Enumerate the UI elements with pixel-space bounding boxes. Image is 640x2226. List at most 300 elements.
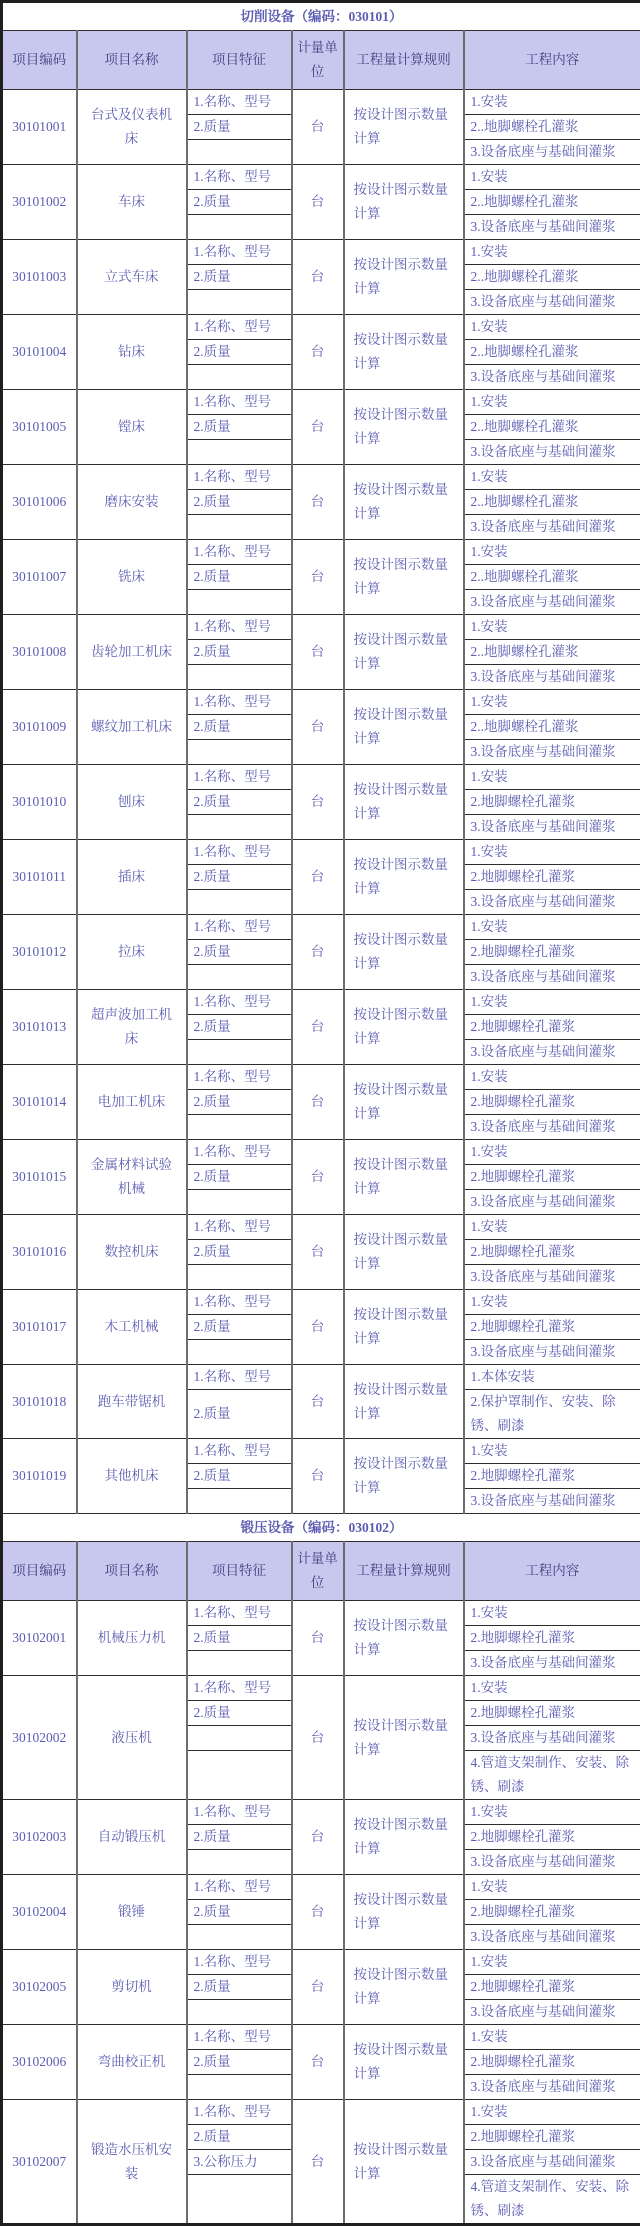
item-row — [2, 1676, 640, 1701]
unit-cell: 台 — [292, 1676, 344, 1800]
content-cell: 3.设备底座与基础间灌浆 — [464, 1340, 640, 1365]
content-cell: 2..地脚螺栓孔灌浆 — [464, 190, 640, 215]
feature-cell — [187, 590, 292, 615]
content-cell: 1.安装 — [464, 315, 640, 340]
rule-cell: 按设计图示数量计算 — [344, 165, 464, 240]
item-name: 插床 — [77, 840, 187, 915]
feature-cell: 1.名称、型号 — [187, 540, 292, 565]
content-cell: 1.安装 — [464, 1676, 640, 1701]
item-name: 机械压力机 — [77, 1601, 187, 1676]
rule-cell: 按设计图示数量计算 — [344, 615, 464, 690]
content-cell: 1.安装 — [464, 1215, 640, 1240]
content-cell: 1.安装 — [464, 915, 640, 940]
unit-cell: 台 — [292, 390, 344, 465]
feature-cell — [187, 2075, 292, 2100]
content-cell: 3.设备底座与基础间灌浆 — [464, 2075, 640, 2100]
item-name: 液压机 — [77, 1676, 187, 1800]
feature-cell — [187, 2000, 292, 2025]
content-cell: 3.设备底座与基础间灌浆 — [464, 1850, 640, 1875]
content-cell: 1.安装 — [464, 390, 640, 415]
content-cell: 1.安装 — [464, 990, 640, 1015]
item-row — [2, 1800, 640, 1825]
feature-cell: 2.质量 — [187, 1464, 292, 1489]
content-cell: 3.设备底座与基础间灌浆 — [464, 215, 640, 240]
item-row — [2, 90, 640, 115]
rule-cell: 按设计图示数量计算 — [344, 990, 464, 1065]
content-cell: 2.地脚螺栓孔灌浆 — [464, 1015, 640, 1040]
content-cell: 3.设备底座与基础间灌浆 — [464, 1925, 640, 1950]
unit-cell: 台 — [292, 165, 344, 240]
item-row — [2, 1875, 640, 1900]
content-cell: 2.地脚螺栓孔灌浆 — [464, 1701, 640, 1726]
rule-cell: 按设计图示数量计算 — [344, 2025, 464, 2100]
rule-cell: 按设计图示数量计算 — [344, 915, 464, 990]
feature-cell — [187, 290, 292, 315]
feature-cell — [187, 1726, 292, 1751]
feature-cell — [187, 665, 292, 690]
content-cell: 2.地脚螺栓孔灌浆 — [464, 940, 640, 965]
content-cell: 2.地脚螺栓孔灌浆 — [464, 1240, 640, 1265]
unit-cell: 台 — [292, 1439, 344, 1514]
rule-cell: 按设计图示数量计算 — [344, 465, 464, 540]
feature-cell: 2.质量 — [187, 1090, 292, 1115]
feature-cell: 2.质量 — [187, 715, 292, 740]
feature-cell: 2.质量 — [187, 190, 292, 215]
item-code: 30101014 — [2, 1065, 77, 1140]
feature-cell: 1.名称、型号 — [187, 90, 292, 115]
feature-cell — [187, 890, 292, 915]
feature-cell — [187, 365, 292, 390]
content-cell: 1.安装 — [464, 615, 640, 640]
item-row — [2, 1065, 640, 1090]
feature-cell — [187, 440, 292, 465]
rule-cell: 按设计图示数量计算 — [344, 1800, 464, 1875]
rule-cell: 按设计图示数量计算 — [344, 1676, 464, 1800]
content-cell: 3.设备底座与基础间灌浆 — [464, 290, 640, 315]
item-code: 30101019 — [2, 1439, 77, 1514]
feature-cell — [187, 1850, 292, 1875]
content-cell: 3.设备底座与基础间灌浆 — [464, 440, 640, 465]
item-row — [2, 1950, 640, 1975]
feature-cell — [187, 2175, 292, 2225]
column-header-0: 项目编码 — [2, 1542, 77, 1601]
item-code: 30101011 — [2, 840, 77, 915]
feature-cell: 1.名称、型号 — [187, 1439, 292, 1464]
feature-cell: 1.名称、型号 — [187, 1140, 292, 1165]
feature-cell: 1.名称、型号 — [187, 840, 292, 865]
feature-cell: 1.名称、型号 — [187, 1065, 292, 1090]
item-name: 钻床 — [77, 315, 187, 390]
content-cell: 2.地脚螺栓孔灌浆 — [464, 1090, 640, 1115]
feature-cell: 2.质量 — [187, 1626, 292, 1651]
column-header-4: 工程量计算规则 — [344, 31, 464, 90]
item-name: 弯曲校正机 — [77, 2025, 187, 2100]
item-name: 螺纹加工机床 — [77, 690, 187, 765]
item-row — [2, 315, 640, 340]
item-code: 30101004 — [2, 315, 77, 390]
unit-cell: 台 — [292, 1875, 344, 1950]
column-header-row-0 — [2, 31, 640, 90]
item-name: 超声波加工机床 — [77, 990, 187, 1065]
feature-cell: 1.名称、型号 — [187, 315, 292, 340]
content-cell: 2.地脚螺栓孔灌浆 — [464, 1165, 640, 1190]
feature-cell — [187, 1925, 292, 1950]
feature-cell — [187, 740, 292, 765]
item-row — [2, 390, 640, 415]
feature-cell — [187, 1190, 292, 1215]
feature-cell — [187, 515, 292, 540]
feature-cell: 1.名称、型号 — [187, 690, 292, 715]
feature-cell: 2.质量 — [187, 2125, 292, 2150]
column-header-2: 项目特征 — [187, 1542, 292, 1601]
feature-cell: 2.质量 — [187, 1240, 292, 1265]
feature-cell: 1.名称、型号 — [187, 765, 292, 790]
content-cell: 2.地脚螺栓孔灌浆 — [464, 790, 640, 815]
rule-cell: 按设计图示数量计算 — [344, 1065, 464, 1140]
feature-cell: 1.名称、型号 — [187, 1875, 292, 1900]
content-cell: 1.安装 — [464, 2100, 640, 2125]
content-cell: 1.安装 — [464, 1875, 640, 1900]
item-name: 剪切机 — [77, 1950, 187, 2025]
content-cell: 2.地脚螺栓孔灌浆 — [464, 1464, 640, 1489]
item-row — [2, 465, 640, 490]
column-header-1: 项目名称 — [77, 1542, 187, 1601]
rule-cell: 按设计图示数量计算 — [344, 1875, 464, 1950]
feature-cell: 3.公称压力 — [187, 2150, 292, 2175]
item-name: 镗床 — [77, 390, 187, 465]
feature-cell — [187, 215, 292, 240]
rule-cell: 按设计图示数量计算 — [344, 1950, 464, 2025]
content-cell: 1.安装 — [464, 90, 640, 115]
item-row — [2, 990, 640, 1015]
item-name: 车床 — [77, 165, 187, 240]
item-code: 30101008 — [2, 615, 77, 690]
unit-cell: 台 — [292, 915, 344, 990]
item-code: 30101005 — [2, 390, 77, 465]
item-code: 30101002 — [2, 165, 77, 240]
item-row — [2, 240, 640, 265]
content-cell: 3.设备底座与基础间灌浆 — [464, 515, 640, 540]
feature-cell: 2.质量 — [187, 1825, 292, 1850]
item-row — [2, 165, 640, 190]
rule-cell: 按设计图示数量计算 — [344, 1365, 464, 1439]
rule-cell: 按设计图示数量计算 — [344, 2100, 464, 2225]
feature-cell — [187, 815, 292, 840]
feature-cell: 2.质量 — [187, 1975, 292, 2000]
feature-cell: 2.质量 — [187, 115, 292, 140]
item-code: 30101016 — [2, 1215, 77, 1290]
content-cell: 3.设备底座与基础间灌浆 — [464, 665, 640, 690]
item-code: 30101001 — [2, 90, 77, 165]
item-code: 30101013 — [2, 990, 77, 1065]
content-cell: 2..地脚螺栓孔灌浆 — [464, 640, 640, 665]
content-cell: 1.安装 — [464, 690, 640, 715]
rule-cell: 按设计图示数量计算 — [344, 840, 464, 915]
content-cell: 1.安装 — [464, 1065, 640, 1090]
feature-cell: 2.质量 — [187, 640, 292, 665]
item-code: 30102002 — [2, 1676, 77, 1800]
feature-cell: 2.质量 — [187, 1390, 292, 1439]
content-cell: 2..地脚螺栓孔灌浆 — [464, 565, 640, 590]
content-cell: 2.地脚螺栓孔灌浆 — [464, 1825, 640, 1850]
feature-cell: 1.名称、型号 — [187, 2025, 292, 2050]
feature-cell: 1.名称、型号 — [187, 1365, 292, 1390]
content-cell: 1.安装 — [464, 240, 640, 265]
content-cell: 2..地脚螺栓孔灌浆 — [464, 490, 640, 515]
feature-cell: 1.名称、型号 — [187, 990, 292, 1015]
unit-cell: 台 — [292, 1365, 344, 1439]
unit-cell: 台 — [292, 690, 344, 765]
content-cell: 3.设备底座与基础间灌浆 — [464, 1489, 640, 1514]
rule-cell: 按设计图示数量计算 — [344, 90, 464, 165]
feature-cell — [187, 1115, 292, 1140]
feature-cell: 1.名称、型号 — [187, 240, 292, 265]
column-header-1: 项目名称 — [77, 31, 187, 90]
item-row — [2, 1290, 640, 1315]
item-row — [2, 540, 640, 565]
content-cell: 2.保护罩制作、安装、除锈、刷漆 — [464, 1390, 640, 1439]
item-name: 磨床安装 — [77, 465, 187, 540]
item-row — [2, 1140, 640, 1165]
item-code: 30101007 — [2, 540, 77, 615]
content-cell: 2..地脚螺栓孔灌浆 — [464, 340, 640, 365]
feature-cell: 2.质量 — [187, 265, 292, 290]
content-cell: 3.设备底座与基础间灌浆 — [464, 965, 640, 990]
item-row — [2, 915, 640, 940]
item-code: 30101006 — [2, 465, 77, 540]
item-code: 30102001 — [2, 1601, 77, 1676]
feature-cell: 1.名称、型号 — [187, 2100, 292, 2125]
content-cell: 4.管道支架制作、安装、除锈、刷漆 — [464, 1751, 640, 1800]
content-cell: 2.地脚螺栓孔灌浆 — [464, 1975, 640, 2000]
item-name: 铣床 — [77, 540, 187, 615]
content-cell: 2..地脚螺栓孔灌浆 — [464, 715, 640, 740]
unit-cell: 台 — [292, 1800, 344, 1875]
item-code: 30102003 — [2, 1800, 77, 1875]
content-cell: 1.安装 — [464, 1439, 640, 1464]
content-cell: 1.安装 — [464, 165, 640, 190]
feature-cell: 2.质量 — [187, 490, 292, 515]
section-title-row-0 — [2, 2, 640, 31]
item-name: 电加工机床 — [77, 1065, 187, 1140]
content-cell: 3.设备底座与基础间灌浆 — [464, 1265, 640, 1290]
content-cell: 3.设备底座与基础间灌浆 — [464, 890, 640, 915]
item-row — [2, 1365, 640, 1390]
feature-cell — [187, 140, 292, 165]
rule-cell: 按设计图示数量计算 — [344, 1140, 464, 1215]
feature-cell: 2.质量 — [187, 940, 292, 965]
feature-cell — [187, 1340, 292, 1365]
rule-cell: 按设计图示数量计算 — [344, 540, 464, 615]
content-cell: 3.设备底座与基础间灌浆 — [464, 140, 640, 165]
unit-cell: 台 — [292, 240, 344, 315]
content-cell: 3.设备底座与基础间灌浆 — [464, 590, 640, 615]
content-cell: 3.设备底座与基础间灌浆 — [464, 1726, 640, 1751]
content-cell: 2..地脚螺栓孔灌浆 — [464, 415, 640, 440]
unit-cell: 台 — [292, 90, 344, 165]
item-name: 拉床 — [77, 915, 187, 990]
item-name: 数控机床 — [77, 1215, 187, 1290]
item-code: 30101012 — [2, 915, 77, 990]
rule-cell: 按设计图示数量计算 — [344, 1601, 464, 1676]
item-code: 30101015 — [2, 1140, 77, 1215]
content-cell: 3.设备底座与基础间灌浆 — [464, 815, 640, 840]
content-cell: 3.设备底座与基础间灌浆 — [464, 1190, 640, 1215]
spec-table-body — [2, 2, 640, 2225]
content-cell: 2.地脚螺栓孔灌浆 — [464, 1626, 640, 1651]
rule-cell: 按设计图示数量计算 — [344, 240, 464, 315]
item-name: 金属材料试验机械 — [77, 1140, 187, 1215]
feature-cell: 2.质量 — [187, 1165, 292, 1190]
content-cell: 1.安装 — [464, 1140, 640, 1165]
feature-cell: 1.名称、型号 — [187, 1215, 292, 1240]
item-row — [2, 2025, 640, 2050]
feature-cell: 1.名称、型号 — [187, 165, 292, 190]
unit-cell: 台 — [292, 1065, 344, 1140]
feature-cell: 2.质量 — [187, 415, 292, 440]
unit-cell: 台 — [292, 1601, 344, 1676]
unit-cell: 台 — [292, 615, 344, 690]
content-cell: 2.地脚螺栓孔灌浆 — [464, 2125, 640, 2150]
unit-cell: 台 — [292, 990, 344, 1065]
section-title: 锻压设备（编码：030102） — [2, 1514, 640, 1542]
item-name: 锻锤 — [77, 1875, 187, 1950]
unit-cell: 台 — [292, 2025, 344, 2100]
column-header-3: 计量单位 — [292, 1542, 344, 1601]
unit-cell: 台 — [292, 1215, 344, 1290]
item-row — [2, 2100, 640, 2125]
feature-cell: 2.质量 — [187, 1701, 292, 1726]
column-header-3: 计量单位 — [292, 31, 344, 90]
content-cell: 1.本体安装 — [464, 1365, 640, 1390]
column-header-2: 项目特征 — [187, 31, 292, 90]
unit-cell: 台 — [292, 1140, 344, 1215]
unit-cell: 台 — [292, 2100, 344, 2225]
rule-cell: 按设计图示数量计算 — [344, 1215, 464, 1290]
feature-cell — [187, 1489, 292, 1514]
item-name: 立式车床 — [77, 240, 187, 315]
column-header-0: 项目编码 — [2, 31, 77, 90]
content-cell: 1.安装 — [464, 1950, 640, 1975]
content-cell: 1.安装 — [464, 1800, 640, 1825]
content-cell: 2.地脚螺栓孔灌浆 — [464, 1315, 640, 1340]
item-row — [2, 840, 640, 865]
content-cell: 3.设备底座与基础间灌浆 — [464, 2000, 640, 2025]
feature-cell — [187, 1265, 292, 1290]
content-cell: 3.设备底座与基础间灌浆 — [464, 740, 640, 765]
content-cell: 1.安装 — [464, 1601, 640, 1626]
unit-cell: 台 — [292, 465, 344, 540]
rule-cell: 按设计图示数量计算 — [344, 1439, 464, 1514]
content-cell: 3.设备底座与基础间灌浆 — [464, 1651, 640, 1676]
content-cell: 1.安装 — [464, 465, 640, 490]
content-cell: 2..地脚螺栓孔灌浆 — [464, 115, 640, 140]
rule-cell: 按设计图示数量计算 — [344, 690, 464, 765]
rule-cell: 按设计图示数量计算 — [344, 315, 464, 390]
content-cell: 1.安装 — [464, 540, 640, 565]
content-cell: 1.安装 — [464, 765, 640, 790]
content-cell: 1.安装 — [464, 840, 640, 865]
feature-cell: 1.名称、型号 — [187, 615, 292, 640]
content-cell: 1.安装 — [464, 1290, 640, 1315]
item-name: 刨床 — [77, 765, 187, 840]
column-header-5: 工程内容 — [464, 1542, 640, 1601]
content-cell: 1.安装 — [464, 2025, 640, 2050]
item-name: 木工机械 — [77, 1290, 187, 1365]
content-cell: 4.管道支架制作、安装、除锈、刷漆 — [464, 2175, 640, 2225]
feature-cell: 2.质量 — [187, 1315, 292, 1340]
unit-cell: 台 — [292, 540, 344, 615]
feature-cell: 2.质量 — [187, 865, 292, 890]
item-name: 锻造水压机安装 — [77, 2100, 187, 2225]
unit-cell: 台 — [292, 765, 344, 840]
feature-cell — [187, 965, 292, 990]
content-cell: 3.设备底座与基础间灌浆 — [464, 2150, 640, 2175]
column-header-row-1 — [2, 1542, 640, 1601]
feature-cell: 1.名称、型号 — [187, 915, 292, 940]
item-row — [2, 615, 640, 640]
item-name: 台式及仪表机床 — [77, 90, 187, 165]
item-code: 30102006 — [2, 2025, 77, 2100]
unit-cell: 台 — [292, 1290, 344, 1365]
item-code: 30102005 — [2, 1950, 77, 2025]
feature-cell: 1.名称、型号 — [187, 1676, 292, 1701]
item-code: 30101010 — [2, 765, 77, 840]
unit-cell: 台 — [292, 315, 344, 390]
content-cell: 2.地脚螺栓孔灌浆 — [464, 865, 640, 890]
column-header-4: 工程量计算规则 — [344, 1542, 464, 1601]
item-code: 30102004 — [2, 1875, 77, 1950]
item-code: 30101003 — [2, 240, 77, 315]
feature-cell — [187, 1040, 292, 1065]
feature-cell: 1.名称、型号 — [187, 1800, 292, 1825]
item-row — [2, 1601, 640, 1626]
feature-cell: 2.质量 — [187, 1015, 292, 1040]
feature-cell: 1.名称、型号 — [187, 1290, 292, 1315]
rule-cell: 按设计图示数量计算 — [344, 1290, 464, 1365]
unit-cell: 台 — [292, 840, 344, 915]
content-cell: 3.设备底座与基础间灌浆 — [464, 1040, 640, 1065]
rule-cell: 按设计图示数量计算 — [344, 765, 464, 840]
item-code: 30101009 — [2, 690, 77, 765]
item-row — [2, 690, 640, 715]
feature-cell: 1.名称、型号 — [187, 1601, 292, 1626]
item-code: 30101017 — [2, 1290, 77, 1365]
item-name: 跑车带锯机 — [77, 1365, 187, 1439]
feature-cell: 2.质量 — [187, 790, 292, 815]
content-cell: 2.地脚螺栓孔灌浆 — [464, 2050, 640, 2075]
section-title: 切削设备（编码：030101） — [2, 2, 640, 31]
item-name: 其他机床 — [77, 1439, 187, 1514]
unit-cell: 台 — [292, 1950, 344, 2025]
column-header-5: 工程内容 — [464, 31, 640, 90]
rule-cell: 按设计图示数量计算 — [344, 390, 464, 465]
item-code: 30102007 — [2, 2100, 77, 2225]
section-title-row-1 — [2, 1514, 640, 1542]
item-row — [2, 765, 640, 790]
feature-cell: 2.质量 — [187, 340, 292, 365]
item-name: 自动锻压机 — [77, 1800, 187, 1875]
item-code: 30101018 — [2, 1365, 77, 1439]
content-cell: 3.设备底座与基础间灌浆 — [464, 365, 640, 390]
content-cell: 2.地脚螺栓孔灌浆 — [464, 1900, 640, 1925]
feature-cell: 2.质量 — [187, 565, 292, 590]
item-name: 齿轮加工机床 — [77, 615, 187, 690]
feature-cell — [187, 1751, 292, 1800]
item-row — [2, 1439, 640, 1464]
feature-cell: 1.名称、型号 — [187, 1950, 292, 1975]
content-cell: 3.设备底座与基础间灌浆 — [464, 1115, 640, 1140]
